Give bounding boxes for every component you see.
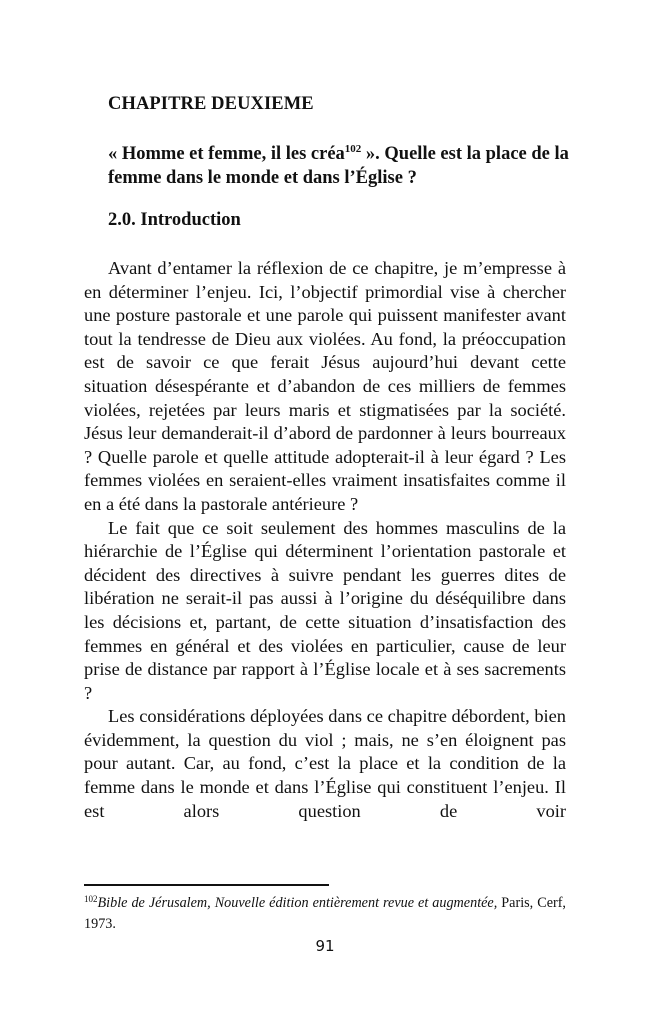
- footnote-number: 102: [84, 894, 98, 904]
- paragraph-1: Avant d’entamer la réflexion de ce chapitre, je m’empresse à en déterminer l’enjeu. Ici, l’objectif primordial vise à chercher une posture pastorale et une parole qui puissent manifester avant tout la tendresse de Dieu aux violées. Au fond, la préoccupation est de savoir ce que ferait Jésus aujourd’hui devant cette situation désespérante et d’abandon de ces milliers de femmes violées, rejetées par leurs maris et stigmatisées par la société. Jésus leur demanderait-il d’abord de pardonner à leurs bourreaux ? Quelle parole et quelle attitude adopterait-il à leur égard ? Les femmes violées en seraient-elles vraiment insatisfaites comme il en a été dans la pastorale antérieure ?: [84, 258, 566, 514]
- footnote: [84, 893, 566, 935]
- footnote-source-title: Bible de Jérusalem, Nouvelle édition entièrement revue et augmentée,: [97, 895, 498, 911]
- chapter-title-part-2: ». Quelle est la place de la femme dans le monde et dans l’Église ?: [108, 144, 569, 188]
- paragraph-2: Le fait que ce soit seulement des hommes masculins de la hiérarchie de l’Église qui déterminent l’orientation pastorale et décident des directives à suivre pendant les guerres dites de libération ne serait-il pas aussi à l’origine du déséquilibre dans les décisions et, partant, de cette situation d’insatisfaction des femmes en général et des violées en particulier, cause de leur prise de distance par rapport à l’Église locale et à ses sacrements ?: [84, 517, 566, 703]
- footnote-publication-info: Paris, Cerf, 1973.: [84, 895, 566, 932]
- footnote-divider: [84, 884, 329, 886]
- chapter-title: [108, 142, 578, 190]
- paragraph-3: Les considérations déployées dans ce chapitre débordent, bien évidemment, la question du viol ; mais, ne s’en éloignent pas pour autant. Car, au fond, c’est la place et la condition de la femme dans le monde et dans l’Église qui constituent l’enjeu. Il est alors question de voir: [84, 706, 566, 821]
- section-heading: 2.0. Introduction: [108, 210, 241, 230]
- chapter-label: CHAPITRE DEUXIEME: [108, 94, 314, 114]
- body-text: [84, 257, 566, 823]
- footnote-reference[interactable]: 102: [344, 143, 362, 155]
- page-number: 91: [315, 937, 335, 955]
- chapter-title-part-1: « Homme et femme, il les créa: [108, 144, 345, 164]
